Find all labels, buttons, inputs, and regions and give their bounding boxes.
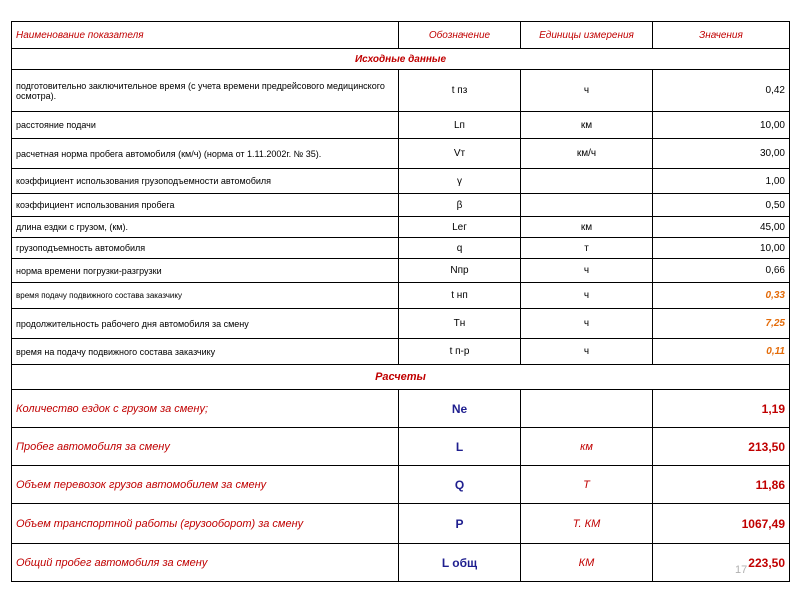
table-row xyxy=(12,217,790,238)
row-name: время на подачу подвижного состава заказчику xyxy=(12,339,399,365)
row-symbol: Tн xyxy=(399,309,521,339)
row-value: 0,50 xyxy=(653,194,790,217)
row-name: грузоподъемность автомобиля xyxy=(12,238,399,259)
row-unit: ч xyxy=(521,259,653,283)
page-number: 17 xyxy=(735,564,748,576)
row-symbol: Р xyxy=(399,504,521,544)
row-unit: Т. КМ xyxy=(521,504,653,544)
indicators-table xyxy=(11,21,790,582)
row-name: Пробег автомобиля за смену xyxy=(12,428,399,466)
table-row xyxy=(12,504,790,544)
table-row xyxy=(12,238,790,259)
table-row xyxy=(12,390,790,428)
row-unit: ч xyxy=(521,339,653,365)
row-value: 30,00 xyxy=(653,139,790,169)
table-row xyxy=(12,259,790,283)
row-symbol: t пз xyxy=(399,70,521,112)
row-unit: км xyxy=(521,217,653,238)
row-name: коэффициент использования грузоподъемности автомобиля xyxy=(12,169,399,194)
row-value: 0,33 xyxy=(653,283,790,309)
row-unit: км/ч xyxy=(521,139,653,169)
row-name: время подачу подвижного состава заказчику xyxy=(12,283,399,309)
row-unit: ч xyxy=(521,283,653,309)
row-value: 11,86 xyxy=(653,466,790,504)
row-symbol: Nпр xyxy=(399,259,521,283)
section-calc-title: Расчеты xyxy=(12,365,790,390)
header-value: Значения xyxy=(653,22,790,49)
row-value: 7,25 xyxy=(653,309,790,339)
row-value: 213,50 xyxy=(653,428,790,466)
row-symbol: L xyxy=(399,428,521,466)
row-unit xyxy=(521,390,653,428)
section-inputs-row xyxy=(12,49,790,70)
row-symbol: Vт xyxy=(399,139,521,169)
table-row xyxy=(12,169,790,194)
row-value: 0,11 xyxy=(653,339,790,365)
row-unit xyxy=(521,169,653,194)
row-value: 10,00 xyxy=(653,238,790,259)
row-symbol: Lег xyxy=(399,217,521,238)
row-name: Объем транспортной работы (грузооборот) за смену xyxy=(12,504,399,544)
row-symbol: q xyxy=(399,238,521,259)
row-name: Количество ездок с грузом за смену; xyxy=(12,390,399,428)
row-value: 1,00 xyxy=(653,169,790,194)
row-symbol: L общ xyxy=(399,544,521,582)
row-symbol: β xyxy=(399,194,521,217)
row-name: продолжительность рабочего дня автомобиля за смену xyxy=(12,309,399,339)
row-unit: ч xyxy=(521,70,653,112)
header-unit: Единицы измерения xyxy=(521,22,653,49)
row-value: 10,00 xyxy=(653,112,790,139)
row-symbol: t п-р xyxy=(399,339,521,365)
row-name: подготовительно заключительное время (с учета времени предрейсового медицинского осмотра). xyxy=(12,70,399,112)
table-row xyxy=(12,283,790,309)
section-inputs-title: Исходные данные xyxy=(12,49,790,70)
row-name: длина ездки с грузом, (км). xyxy=(12,217,399,238)
row-value: 1,19 xyxy=(653,390,790,428)
row-symbol: Lп xyxy=(399,112,521,139)
row-symbol: Q xyxy=(399,466,521,504)
row-unit: т xyxy=(521,238,653,259)
row-name: Объем перевозок грузов автомобилем за смену xyxy=(12,466,399,504)
header-name: Наименование показателя xyxy=(12,22,399,49)
table-row xyxy=(12,428,790,466)
table-row xyxy=(12,112,790,139)
row-unit: Т xyxy=(521,466,653,504)
row-name: расчетная норма пробега автомобиля (км/ч) (норма от 1.11.2002г. № 35). xyxy=(12,139,399,169)
row-unit xyxy=(521,194,653,217)
table-row xyxy=(12,466,790,504)
table-row xyxy=(12,70,790,112)
section-calc-row xyxy=(12,365,790,390)
header-symbol: Обозначение xyxy=(399,22,521,49)
row-unit: км xyxy=(521,428,653,466)
row-value: 223,50 xyxy=(653,544,790,582)
row-unit: КМ xyxy=(521,544,653,582)
header-row xyxy=(12,22,790,49)
row-symbol: t нп xyxy=(399,283,521,309)
row-name: коэффициент использования пробега xyxy=(12,194,399,217)
row-value: 1067,49 xyxy=(653,504,790,544)
table-row xyxy=(12,139,790,169)
row-value: 0,42 xyxy=(653,70,790,112)
row-unit: ч xyxy=(521,309,653,339)
row-value: 45,00 xyxy=(653,217,790,238)
row-symbol: Ne xyxy=(399,390,521,428)
row-unit: км xyxy=(521,112,653,139)
row-name: расстояние подачи xyxy=(12,112,399,139)
table-row xyxy=(12,309,790,339)
row-name: норма времени погрузки-разгрузки xyxy=(12,259,399,283)
row-value: 0,66 xyxy=(653,259,790,283)
table-row xyxy=(12,339,790,365)
table-row xyxy=(12,544,790,582)
row-symbol: γ xyxy=(399,169,521,194)
row-name: Общий пробег автомобиля за смену xyxy=(12,544,399,582)
table-row xyxy=(12,194,790,217)
